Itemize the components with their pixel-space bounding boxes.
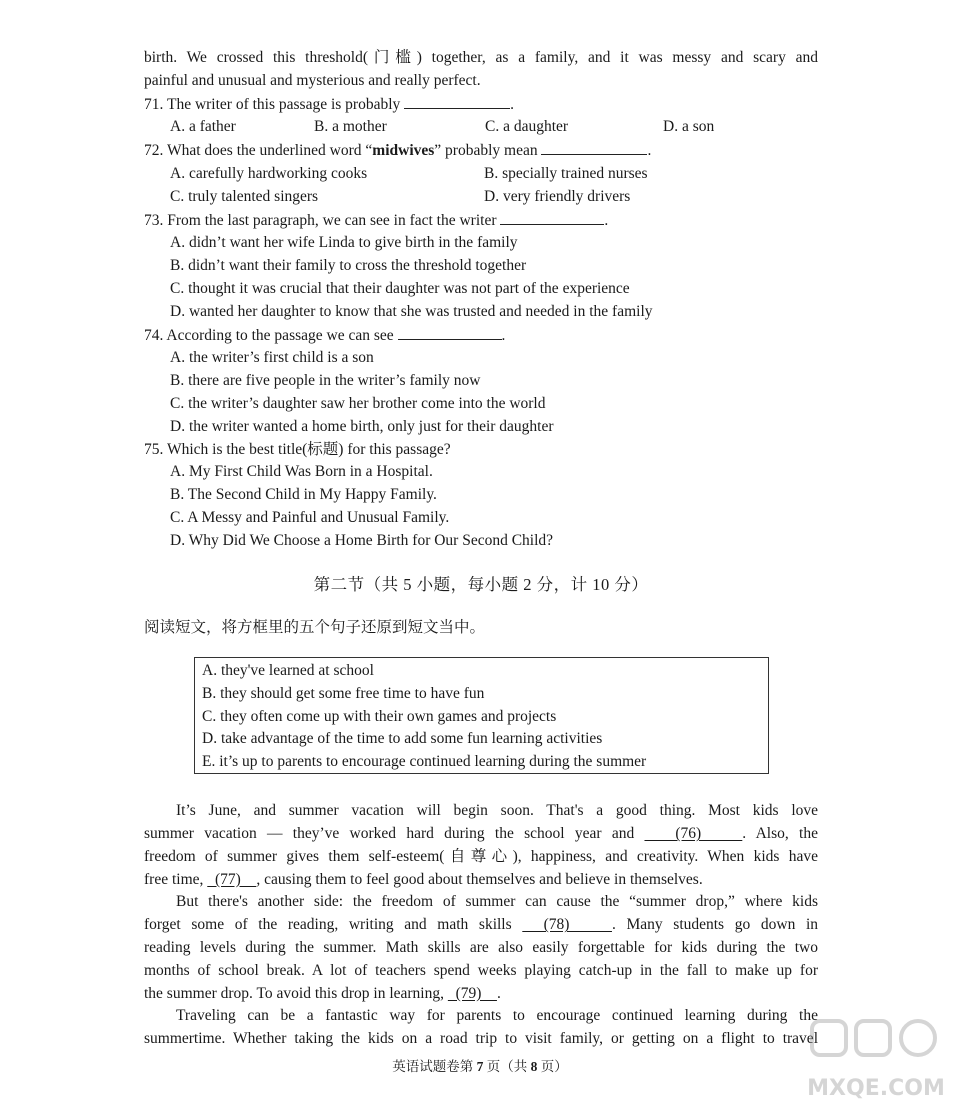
- blank-77: (77): [207, 870, 257, 888]
- q72-options-row-1: [144, 163, 818, 186]
- intro-line-2: painful and unusual and mysterious and really perfect.: [144, 71, 481, 89]
- section-instruction: 阅读短文，将方框里的五个句子还原到短文当中。: [144, 618, 486, 636]
- option: B. there are five people in the writer’s family now: [170, 372, 481, 390]
- exam-page: [144, 47, 818, 1051]
- option: B. a mother: [314, 118, 387, 136]
- paragraph-2-line: the summer drop. To avoid this drop in learning, (79) .: [144, 984, 501, 1002]
- paragraph-1-line: freedom of summer gives them self-esteem(自尊心), happiness, and creativity. When kids have: [144, 847, 818, 865]
- section-title: 第二节（共 5 小题，每小题 2 分，计 10 分）: [313, 574, 649, 594]
- sentence-box: [194, 657, 769, 774]
- box-sentence: A. they've learned at school: [202, 662, 374, 680]
- box-sentence: C. they often come up with their own games and projects: [202, 707, 557, 725]
- option: A. carefully hardworking cooks: [170, 164, 368, 182]
- answer-blank: [404, 93, 510, 109]
- blank-78: (78): [522, 916, 612, 934]
- option: B. The Second Child in My Happy Family.: [170, 486, 437, 504]
- question-72: 72. What does the underlined word “midwives” probably mean .: [144, 139, 818, 163]
- option: C. truly talented singers: [170, 187, 319, 205]
- option: D. Why Did We Choose a Home Birth for Our Second Child?: [170, 531, 554, 549]
- option: A. a father: [170, 118, 236, 136]
- passage: [144, 800, 818, 1051]
- paragraph-2-line: forget some of the reading, writing and math skills (78) . Many students go down in: [144, 916, 819, 934]
- question-74: 74. According to the passage we can see .: [144, 324, 818, 348]
- question-73: 73. From the last paragraph, we can see in fact the writer .: [144, 209, 818, 233]
- paragraph-2-line: reading levels during the summer. Math skills are also easily forgettable for kids during the two: [144, 939, 818, 957]
- question-75: 75. Which is the best title(标题) for this passage?: [144, 440, 451, 458]
- box-sentence: B. they should get some free time to have fun: [202, 684, 485, 702]
- option: C. a daughter: [485, 118, 569, 136]
- question-71: 71. The writer of this passage is probably .: [144, 93, 818, 117]
- paragraph-1-line: It’s June, and summer vacation will begin soon. That's a good thing. Most kids love: [176, 802, 818, 820]
- watermark-logo: [806, 1015, 946, 1105]
- option: A. My First Child Was Born in a Hospital.: [170, 463, 433, 481]
- q71-options: [144, 116, 818, 139]
- answer-blank: [398, 324, 502, 340]
- keyword-midwives: midwives: [372, 142, 435, 160]
- blank-76: (76): [644, 825, 743, 843]
- box-sentence: D. take advantage of the time to add some fun learning activities: [202, 730, 603, 748]
- option: D. a son: [663, 118, 715, 136]
- page-footer: 英语试题卷第 7 页（共 8 页）: [392, 1059, 568, 1074]
- option: D. wanted her daughter to know that she was trusted and needed in the family: [170, 302, 653, 320]
- q72-options-row-2: [144, 186, 818, 209]
- answer-blank: [541, 139, 647, 155]
- blank-79: (79): [447, 984, 497, 1002]
- option: D. the writer wanted a home birth, only just for their daughter: [170, 417, 554, 435]
- option: B. specially trained nurses: [484, 164, 648, 182]
- box-sentence: E. it’s up to parents to encourage continued learning during the summer: [202, 752, 647, 770]
- option: B. didn’t want their family to cross the threshold together: [170, 257, 527, 275]
- paragraph-3-line: Traveling can be a fantastic way for parents to encourage continued learning during the: [176, 1007, 818, 1025]
- paragraph-1-line: free time, (77) , causing them to feel good about themselves and believe in themselves.: [144, 870, 703, 888]
- option: C. thought it was crucial that their daughter was not part of the experience: [170, 279, 630, 297]
- paragraph-1-line: summer vacation — they’ve worked hard during the school year and (76) . Also, the: [144, 825, 818, 843]
- option: C. A Messy and Painful and Unusual Family.: [170, 508, 450, 526]
- option: C. the writer’s daughter saw her brother come into the world: [170, 394, 546, 412]
- option: A. didn’t want her wife Linda to give birth in the family: [170, 234, 518, 252]
- paragraph-2-line: But there's another side: the freedom of summer can cause the “summer drop,” where kids: [176, 893, 818, 911]
- option: D. very friendly drivers: [484, 187, 631, 205]
- option: A. the writer’s first child is a son: [170, 349, 374, 367]
- intro-line-1: birth. We crossed this threshold(门槛) together, as a family, and it was messy and scary and: [144, 49, 818, 66]
- paragraph-2-line: months of school break. A lot of teachers spend weeks playing catch-up in the fall to make up for: [144, 961, 818, 979]
- answer-blank: [500, 209, 604, 225]
- paragraph-3-line: summertime. Whether taking the kids on a road trip to visit family, or getting on a flight to travel: [144, 1030, 818, 1048]
- watermark-text: MXQE.COM: [807, 1076, 945, 1101]
